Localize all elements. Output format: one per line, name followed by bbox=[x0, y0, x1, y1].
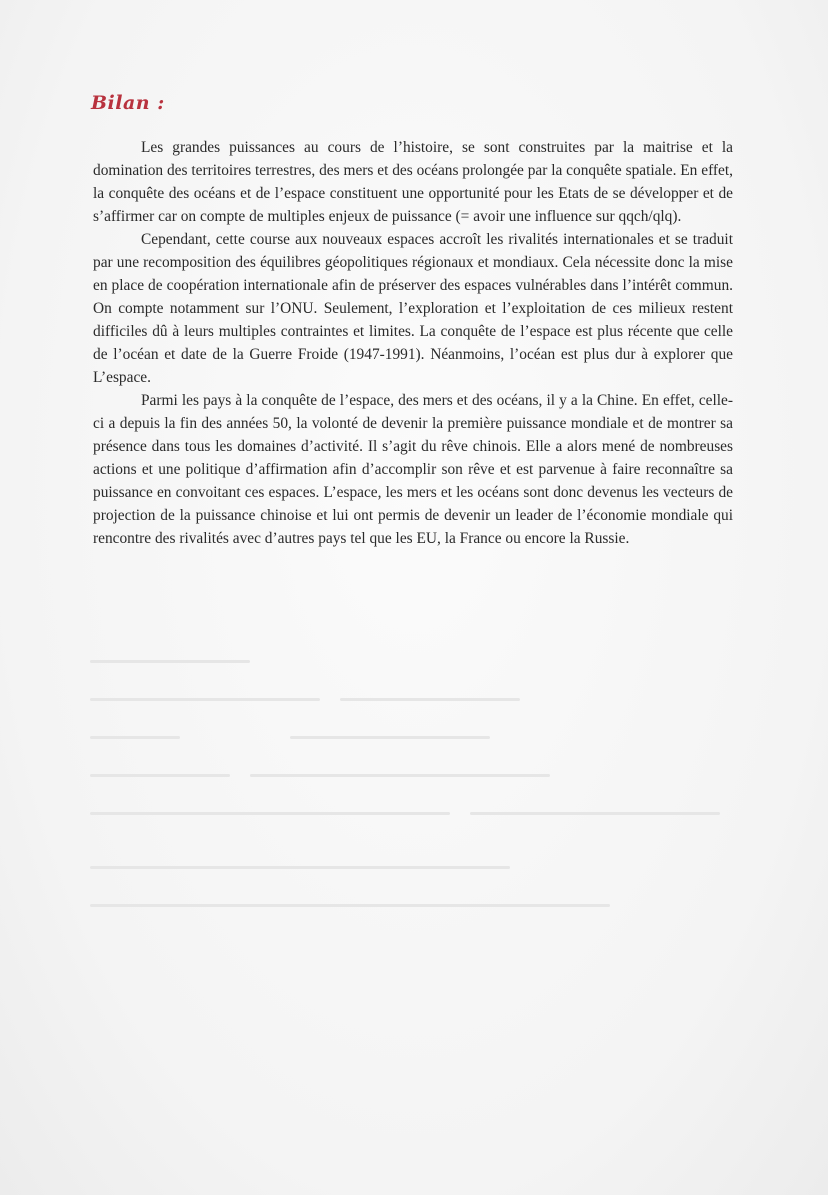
section-heading: Bilan : bbox=[91, 92, 165, 114]
paragraph-1: Les grandes puissances au cours de l’histoire, se sont construites par la maitrise et la domination des territoires terrestres, des mers et des océans prolongée par la conquête spatiale. En effet, la conquête des océans et de l’espace constituent une opportunité pour les Etats de se développer et de s’affirmer car on compte de multiples enjeux de puissance (= avoir une influence sur qqch/qlq). bbox=[93, 139, 733, 225]
paragraph-3: Parmi les pays à la conquête de l’espace, des mers et des océans, il y a la Chine. En effet, celle-ci a depuis la fin des années 50, la volonté de devenir la première puissance mondiale et de montrer sa présence dans tous les domaines d’activité. Il s’agit du rêve chinois. Elle a alors mené de nombreuses actions et une politique d’affirmation afin d’accomplir son rêve et est parvenue à faire reconnaître sa puissance en convoitant ces espaces. L’espace, les mers et les océans sont donc devenus les vecteurs de projection de la puissance chinoise et lui ont permis de devenir un leader de l’économie mondiale qui rencontre des rivalités avec d’autres pays tel que les EU, la France ou encore la Russie. bbox=[93, 392, 733, 547]
show-through-marks bbox=[90, 640, 740, 940]
paragraph-2: Cependant, cette course aux nouveaux espaces accroît les rivalités internationales et se traduit par une recomposition des équilibres géopolitiques régionaux et mondiaux. Cela nécessite donc la mise en place de coopération internationale afin de préserver des espaces vulnérables dans l’intérêt commun. On compte notamment sur l’ONU. Seulement, l’exploration et l’exploitation de ces milieux restent difficiles dû à leurs multiples contraintes et limites. La conquête de l’espace est plus récente que celle de l’océan et date de la Guerre Froide (1947-1991). Néanmoins, l’océan est plus dur à explorer que L’espace. bbox=[93, 231, 733, 386]
body-text bbox=[93, 136, 733, 550]
